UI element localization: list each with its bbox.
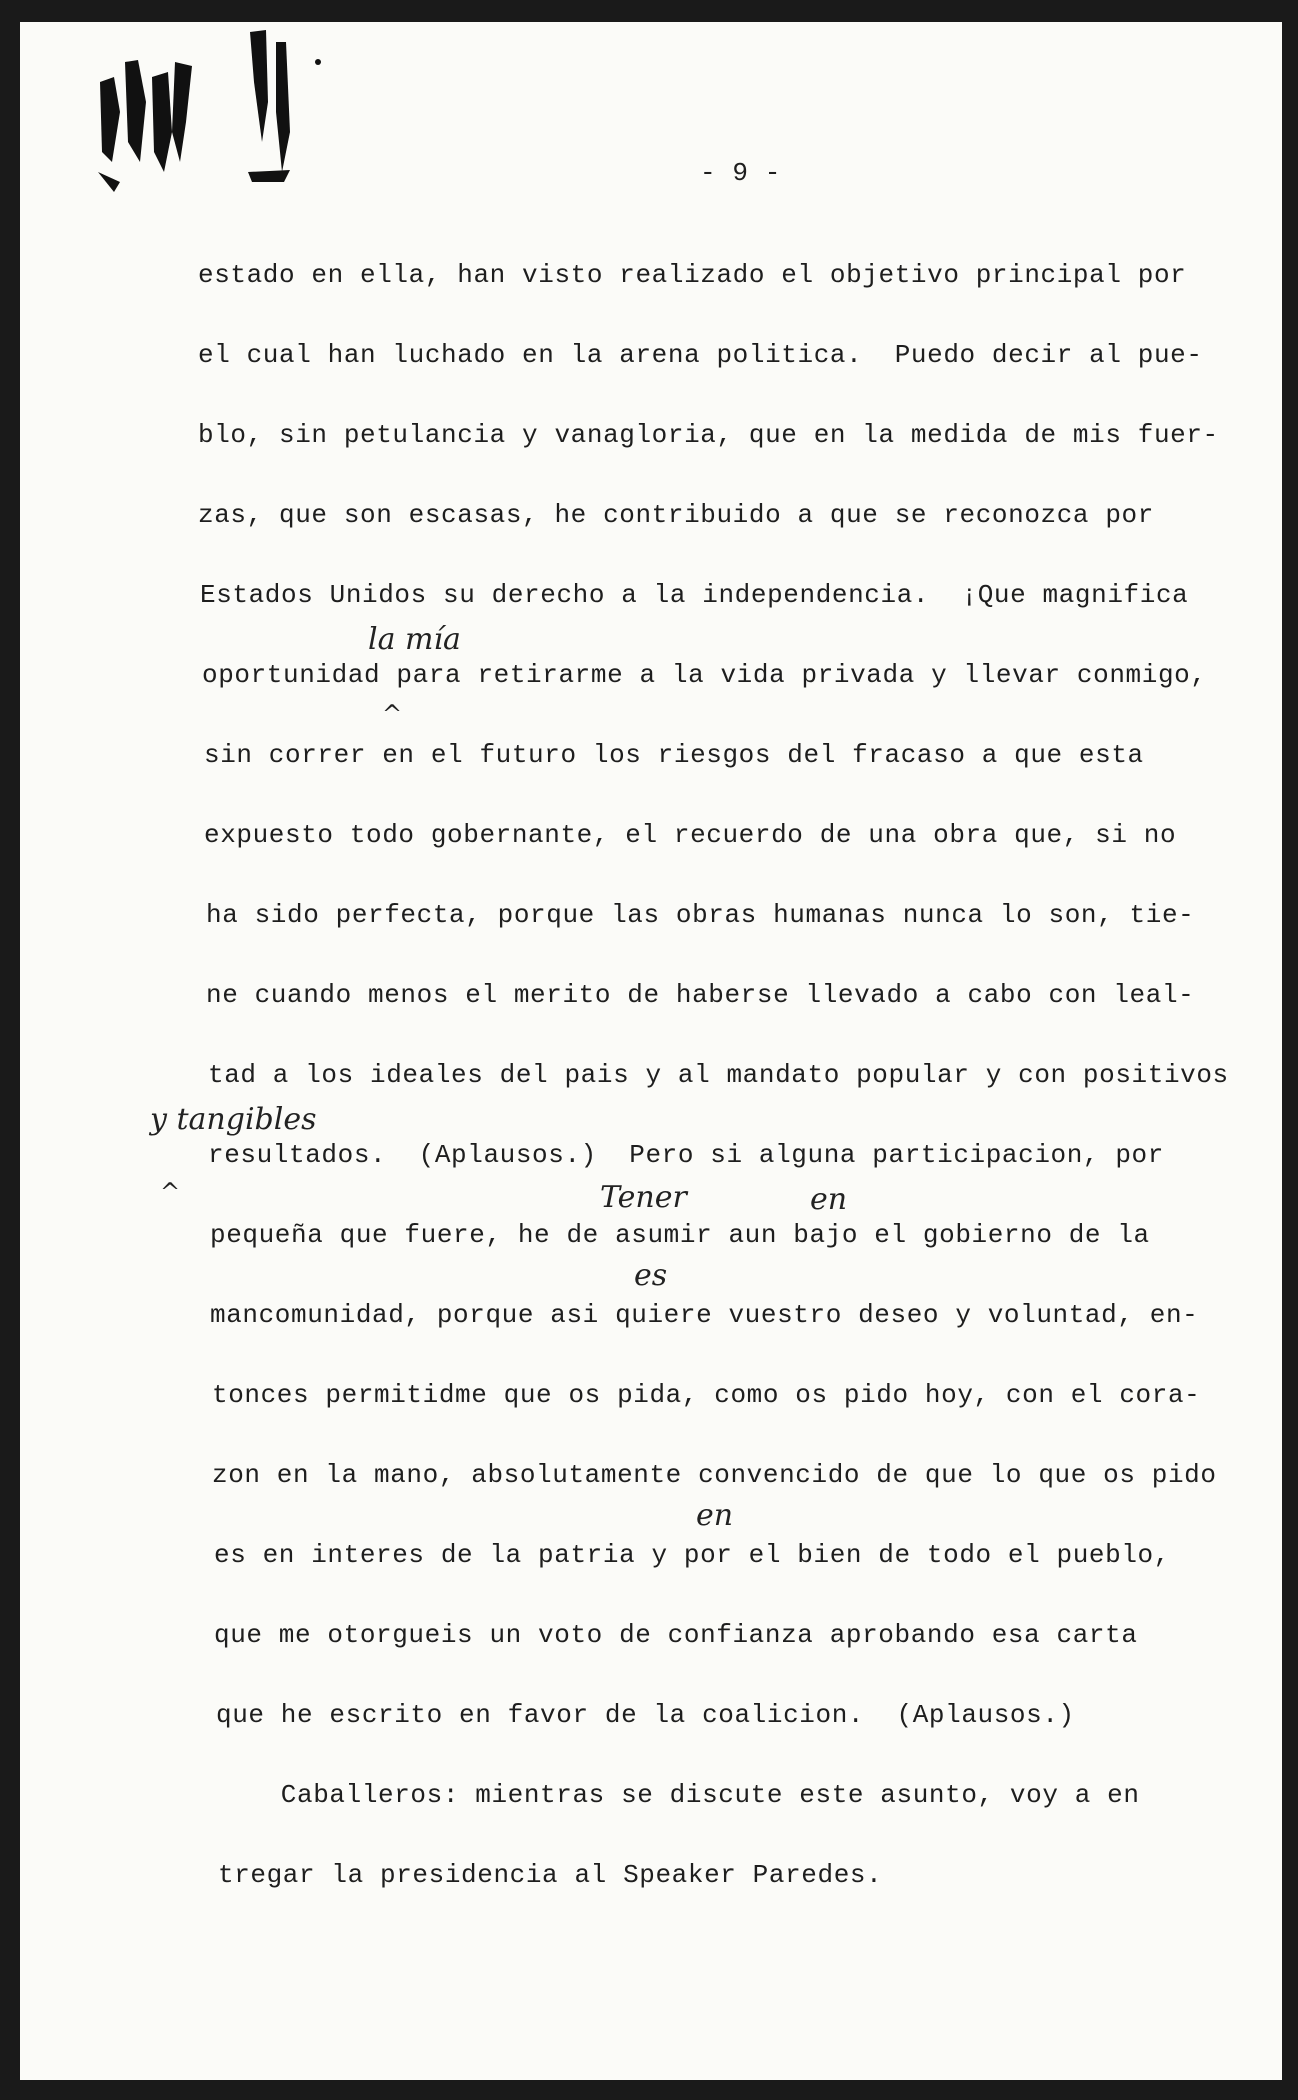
text-line: Caballeros: mientras se discute este asunto, voy a en bbox=[216, 1780, 1140, 1810]
text-line: tad a los ideales del pais y al mandato popular y con positivos bbox=[208, 1060, 1229, 1090]
text-line: blo, sin petulancia y vanagloria, que en la medida de mis fuer- bbox=[198, 420, 1219, 450]
text-line: es en interes de la patria y por el bien de todo el pueblo, bbox=[214, 1540, 1170, 1570]
text-line: resultados. (Aplausos.) Pero si alguna participacion, por bbox=[208, 1140, 1164, 1170]
text-line: que me otorgueis un voto de confianza aprobando esa carta bbox=[214, 1620, 1138, 1650]
text-line: estado en ella, han visto realizado el objetivo principal por bbox=[198, 260, 1187, 290]
text-line: que he escrito en favor de la coalicion. (Aplausos.) bbox=[216, 1700, 1075, 1730]
text-line: ha sido perfecta, porque las obras humanas nunca lo son, tie- bbox=[206, 900, 1195, 930]
text-line: tregar la presidencia al Speaker Paredes. bbox=[218, 1860, 883, 1890]
text-line: tonces permitidme que os pida, como os pido hoy, con el cora- bbox=[212, 1380, 1201, 1410]
ink-stamp-marks bbox=[80, 22, 340, 222]
text-line: ne cuando menos el merito de haberse llevado a cabo con leal- bbox=[206, 980, 1195, 1010]
handwritten-insert: y tangibles bbox=[150, 1102, 317, 1137]
handwritten-insert: es bbox=[634, 1258, 668, 1293]
handwritten-insert: la mía bbox=[368, 622, 461, 657]
insert-caret: ^ bbox=[382, 700, 403, 728]
text-line: zas, que son escasas, he contribuido a que se reconozca por bbox=[198, 500, 1154, 530]
page-number: - 9 - bbox=[700, 158, 782, 188]
text-line: pequeña que fuere, he de asumir aun bajo el gobierno de la bbox=[210, 1220, 1150, 1250]
text-line: Estados Unidos su derecho a la independencia. ¡Que magnifica bbox=[200, 580, 1189, 610]
document-sheet bbox=[20, 22, 1282, 2080]
text-line: zon en la mano, absolutamente convencido de que lo que os pido bbox=[212, 1460, 1217, 1490]
text-line: mancomunidad, porque asi quiere vuestro deseo y voluntad, en- bbox=[210, 1300, 1199, 1330]
text-line: oportunidad para retirarme a la vida privada y llevar conmigo, bbox=[202, 660, 1207, 690]
handwritten-insert: en bbox=[696, 1498, 734, 1533]
text-line: expuesto todo gobernante, el recuerdo de una obra que, si no bbox=[204, 820, 1177, 850]
text-line: sin correr en el futuro los riesgos del fracaso a que esta bbox=[204, 740, 1144, 770]
text-line: el cual han luchado en la arena politica. Puedo decir al pue- bbox=[198, 340, 1203, 370]
handwritten-insert: en bbox=[810, 1182, 848, 1217]
handwritten-insert: Tener bbox=[600, 1180, 687, 1215]
insert-caret: ^ bbox=[160, 1178, 181, 1206]
